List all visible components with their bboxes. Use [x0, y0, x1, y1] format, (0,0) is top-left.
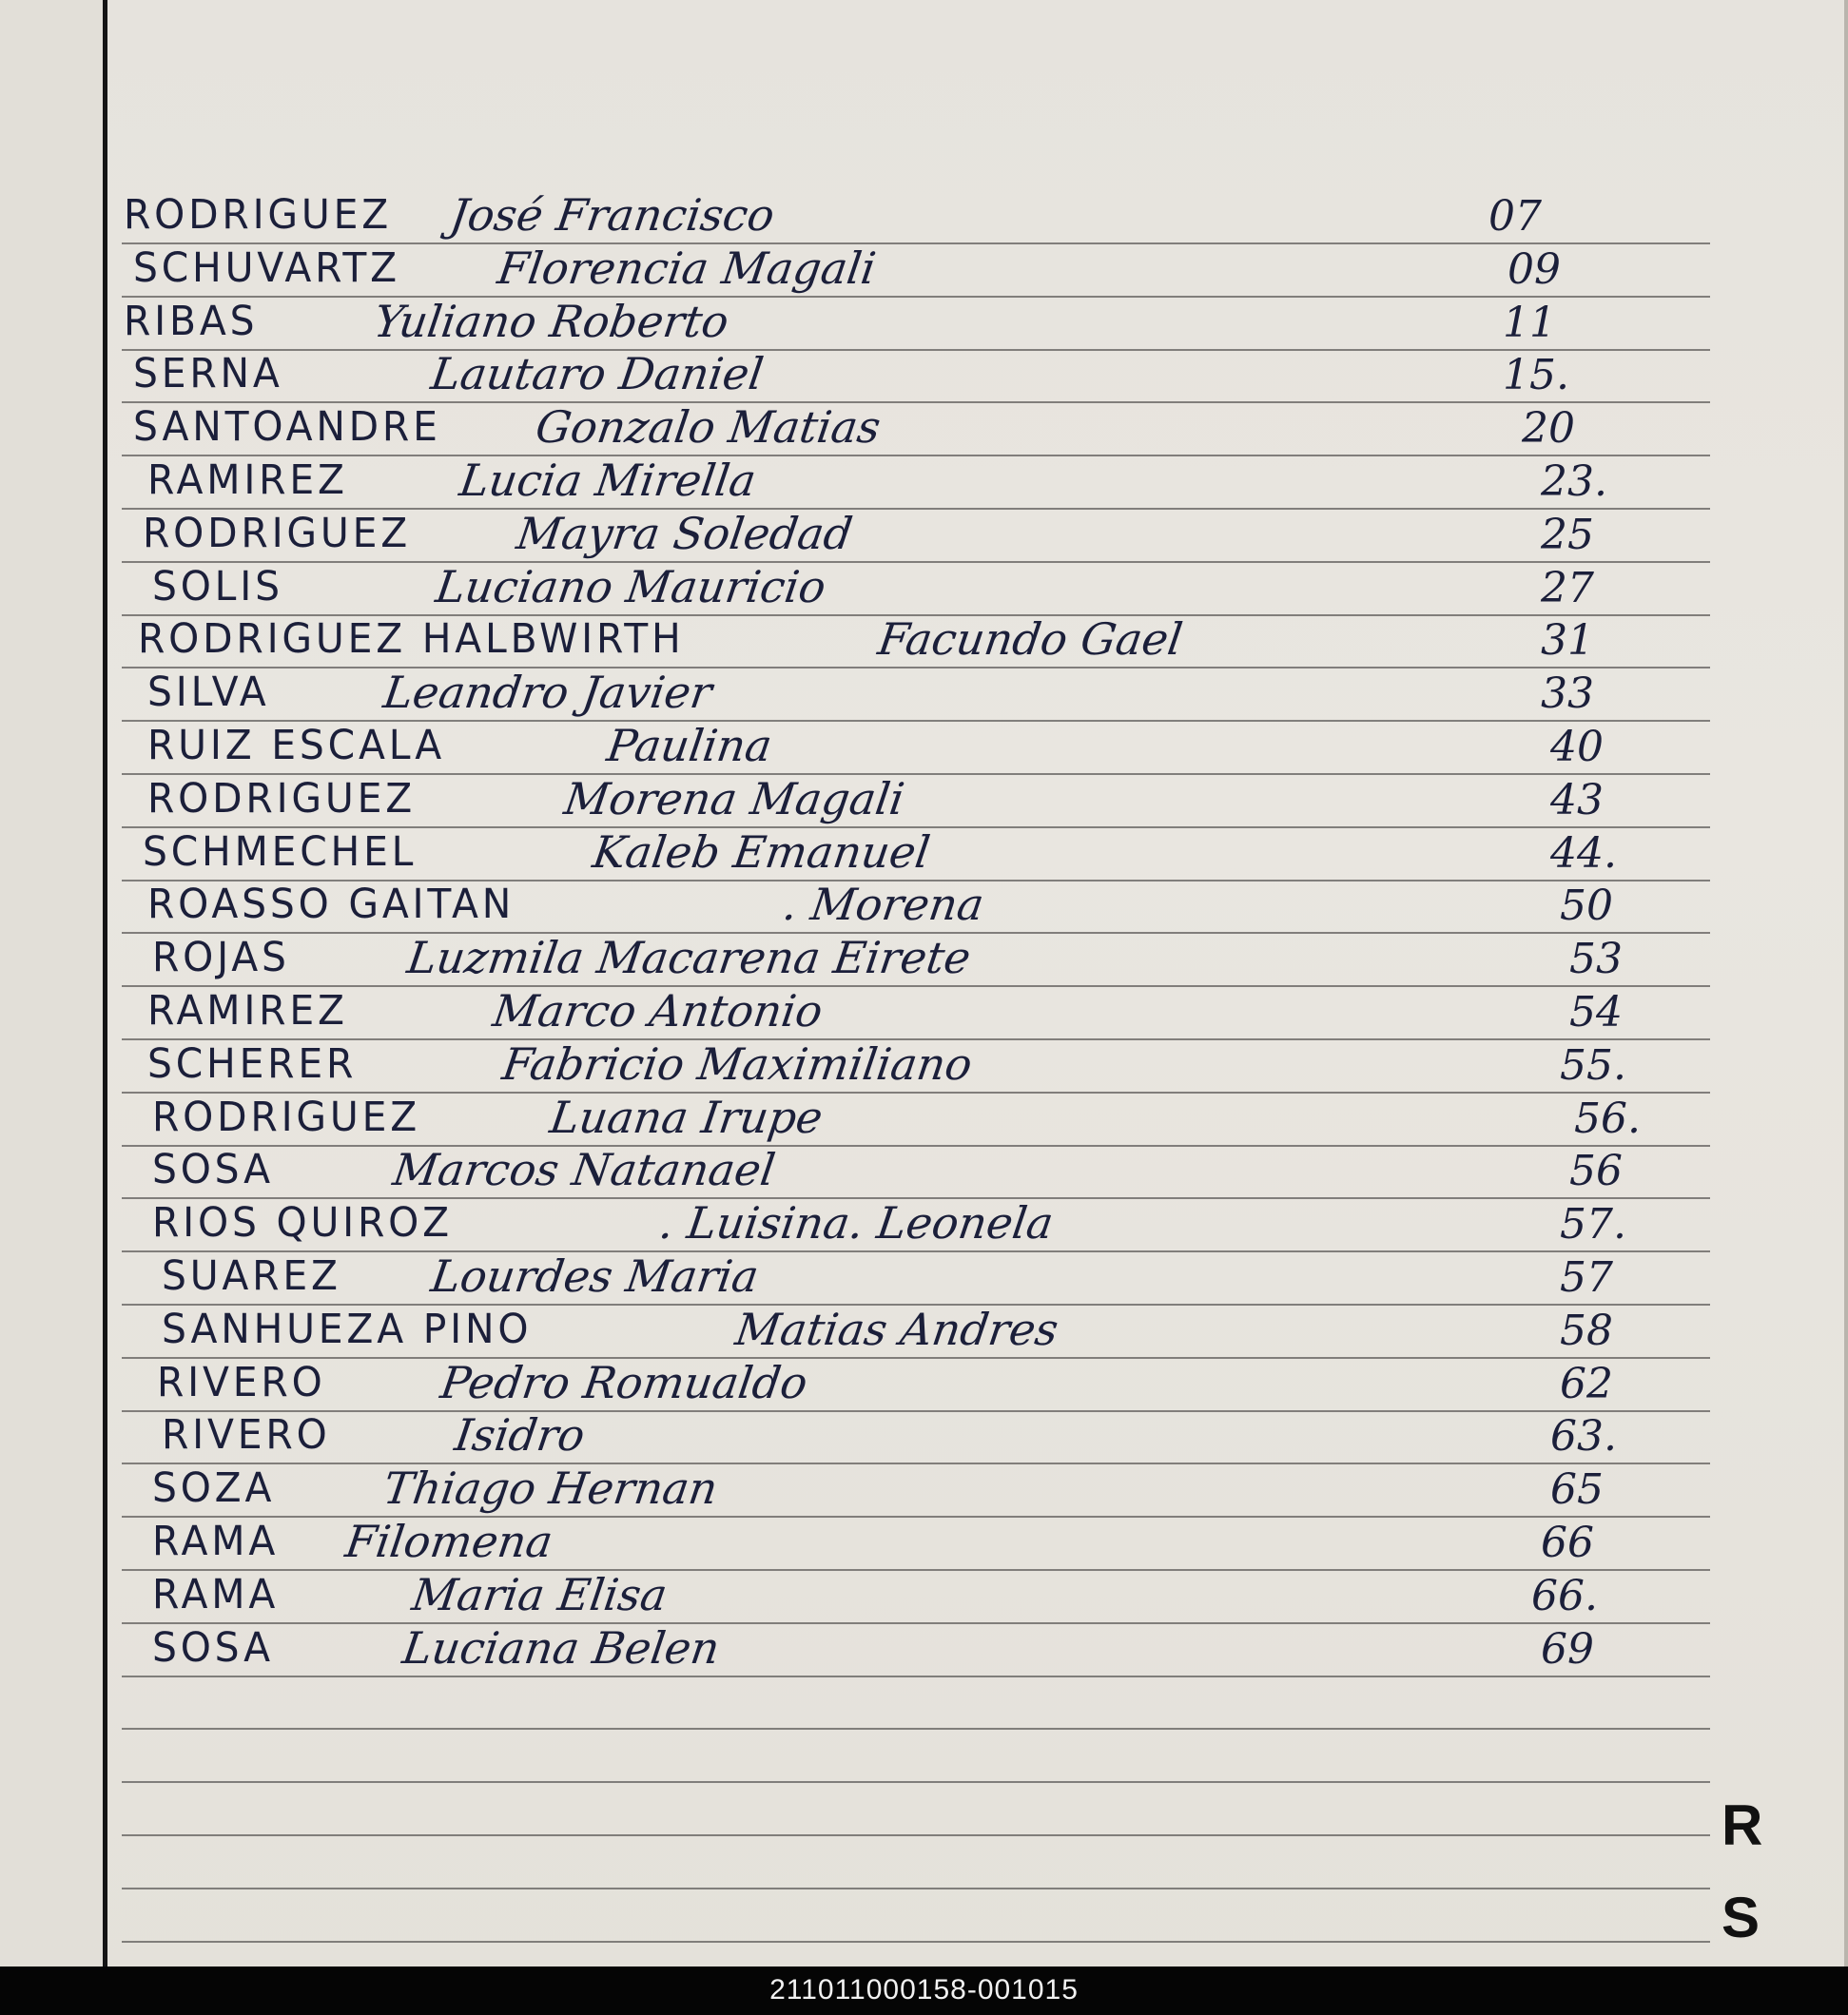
entry-surname: RAMA	[152, 1571, 280, 1618]
entry-surname: RODRIGUEZ	[147, 775, 416, 823]
entry-surname: SOLIS	[152, 563, 283, 610]
entry-given-names: Lucia Mirella	[457, 455, 760, 506]
entry-number: 63.	[1550, 1412, 1617, 1461]
entry-given-names: Marco Antonio	[490, 985, 827, 1037]
entry-surname: SANHUEZA PINO	[162, 1306, 533, 1353]
entry-surname: RIOS QUIROZ	[152, 1199, 453, 1247]
entry-given-names: . Morena	[780, 879, 987, 930]
entry-given-names: Lautaro Daniel	[428, 348, 767, 399]
entry-surname: RAMA	[152, 1518, 280, 1565]
ruled-line	[122, 1941, 1710, 1943]
entry-given-names: Thiago Hernan	[380, 1463, 721, 1514]
list-item	[0, 1092, 1848, 1145]
list-item	[0, 508, 1848, 561]
list-item	[0, 189, 1848, 242]
entry-given-names: Yuliano Roberto	[371, 296, 732, 347]
entry-given-names: . Luisina. Leonela	[656, 1197, 1057, 1249]
entry-given-names: Leandro Javier	[380, 667, 715, 718]
entry-number: 15.	[1503, 351, 1569, 399]
entry-number: 40	[1550, 723, 1604, 771]
entry-number: 57	[1560, 1253, 1613, 1302]
entry-surname: RODRIGUEZ	[124, 191, 392, 239]
list-item	[0, 773, 1848, 826]
entry-number: 23.	[1541, 457, 1607, 506]
entry-given-names: Luana Irupe	[547, 1092, 827, 1143]
entry-number: 33	[1541, 669, 1594, 718]
entry-surname: SOZA	[152, 1464, 276, 1512]
list-item	[0, 455, 1848, 508]
list-item	[0, 1038, 1848, 1092]
entry-given-names: Gonzalo Matias	[533, 401, 885, 453]
list-item	[0, 1463, 1848, 1516]
entry-surname: SERNA	[133, 350, 283, 397]
list-item	[0, 985, 1848, 1038]
entry-surname: ROASSO GAITAN	[147, 881, 515, 928]
entry-number: 69	[1541, 1625, 1594, 1674]
entry-given-names: Mayra Soledad	[514, 508, 856, 559]
list-item	[0, 1622, 1848, 1676]
entry-given-names: Filomena	[342, 1516, 556, 1567]
list-item	[0, 1569, 1848, 1622]
entry-number: 53	[1569, 935, 1623, 983]
entry-surname: SOSA	[152, 1146, 274, 1193]
scan-id-label: 211011000158-001015	[769, 1974, 1079, 2005]
entry-number: 43	[1550, 776, 1604, 824]
list-item	[0, 1357, 1848, 1410]
list-item	[0, 879, 1848, 932]
entry-given-names: Luzmila Macarena Eirete	[404, 932, 974, 983]
entry-given-names: Kaleb Emanuel	[590, 826, 934, 878]
entry-given-names: Luciano Mauricio	[433, 561, 829, 612]
list-item	[0, 1197, 1848, 1250]
list-item	[0, 720, 1848, 773]
entry-given-names: Florencia Magali	[495, 242, 880, 294]
entry-surname: RIVERO	[157, 1359, 326, 1406]
scan-footer	[0, 1967, 1848, 2015]
list-item	[0, 242, 1848, 296]
entry-given-names: Lourdes Maria	[428, 1250, 762, 1302]
list-item	[0, 667, 1848, 720]
entry-number: 66.	[1531, 1572, 1598, 1620]
entry-given-names: Morena Magali	[561, 773, 908, 824]
entry-surname: SILVA	[147, 668, 270, 716]
ruled-line	[122, 1888, 1710, 1889]
entry-given-names: José Francisco	[447, 189, 778, 241]
list-item	[0, 348, 1848, 401]
ruled-line	[122, 1834, 1710, 1836]
list-item	[0, 401, 1848, 455]
list-item	[0, 1144, 1848, 1197]
entry-number: 65	[1550, 1465, 1604, 1514]
entry-number: 07	[1488, 192, 1542, 241]
entry-given-names: Maria Elisa	[409, 1569, 671, 1620]
entry-number: 66	[1541, 1519, 1594, 1567]
entry-number: 62	[1560, 1360, 1613, 1408]
entry-number: 55.	[1560, 1041, 1626, 1090]
entry-number: 20	[1522, 404, 1575, 453]
list-item	[0, 296, 1848, 349]
entry-number: 25	[1541, 511, 1594, 559]
list-item	[0, 1304, 1848, 1357]
entry-given-names: Marcos Natanael	[390, 1144, 779, 1195]
index-tab-letter-r: R	[1722, 1793, 1763, 1857]
entry-given-names: Isidro	[452, 1409, 589, 1461]
entry-number: 56	[1569, 1147, 1623, 1195]
entry-surname: SCHUVARTZ	[133, 244, 400, 292]
list-item	[0, 826, 1848, 880]
entry-number: 11	[1503, 299, 1556, 347]
list-item	[0, 561, 1848, 614]
entry-given-names: Pedro Romualdo	[438, 1357, 811, 1408]
list-item	[0, 1409, 1848, 1463]
entry-number: 57.	[1560, 1200, 1626, 1249]
ruled-line	[122, 1676, 1710, 1677]
list-item	[0, 1250, 1848, 1304]
ruled-line	[122, 1728, 1710, 1730]
entry-surname: RODRIGUEZ	[152, 1094, 420, 1141]
entry-surname: ROJAS	[152, 934, 290, 981]
entry-number: 09	[1508, 245, 1561, 294]
entry-surname: RIBAS	[124, 298, 259, 345]
list-item	[0, 1516, 1848, 1569]
entry-given-names: Facundo Gael	[875, 613, 1186, 665]
entry-number: 27	[1541, 564, 1594, 612]
list-item	[0, 613, 1848, 667]
list-item	[0, 932, 1848, 985]
entry-given-names: Paulina	[604, 720, 776, 771]
entry-number: 54	[1569, 988, 1623, 1037]
entry-number: 31	[1541, 616, 1594, 665]
ruled-line	[122, 1781, 1710, 1783]
index-tab-letter-s: S	[1722, 1886, 1760, 1949]
entry-surname: SCHERER	[147, 1040, 358, 1088]
entry-number: 44.	[1550, 829, 1617, 878]
entry-surname: RAMIREZ	[147, 987, 348, 1035]
entry-number: 56.	[1574, 1095, 1641, 1143]
entry-number: 58	[1560, 1307, 1613, 1355]
entry-given-names: Luciana Belen	[399, 1622, 723, 1674]
entry-surname: SOSA	[152, 1624, 274, 1672]
entry-surname: RUIZ ESCALA	[147, 722, 445, 769]
entry-given-names: Fabricio Maximiliano	[499, 1038, 976, 1090]
entry-number: 50	[1560, 882, 1613, 930]
entry-surname: RODRIGUEZ HALBWIRTH	[138, 615, 685, 663]
entry-surname: RIVERO	[162, 1411, 331, 1459]
entry-surname: RODRIGUEZ	[143, 510, 411, 557]
entry-surname: RAMIREZ	[147, 456, 348, 504]
entry-surname: SCHMECHEL	[143, 828, 418, 876]
entry-surname: SUAREZ	[162, 1252, 341, 1300]
entry-surname: SANTOANDRE	[133, 403, 441, 451]
entry-given-names: Matias Andres	[732, 1304, 1062, 1355]
